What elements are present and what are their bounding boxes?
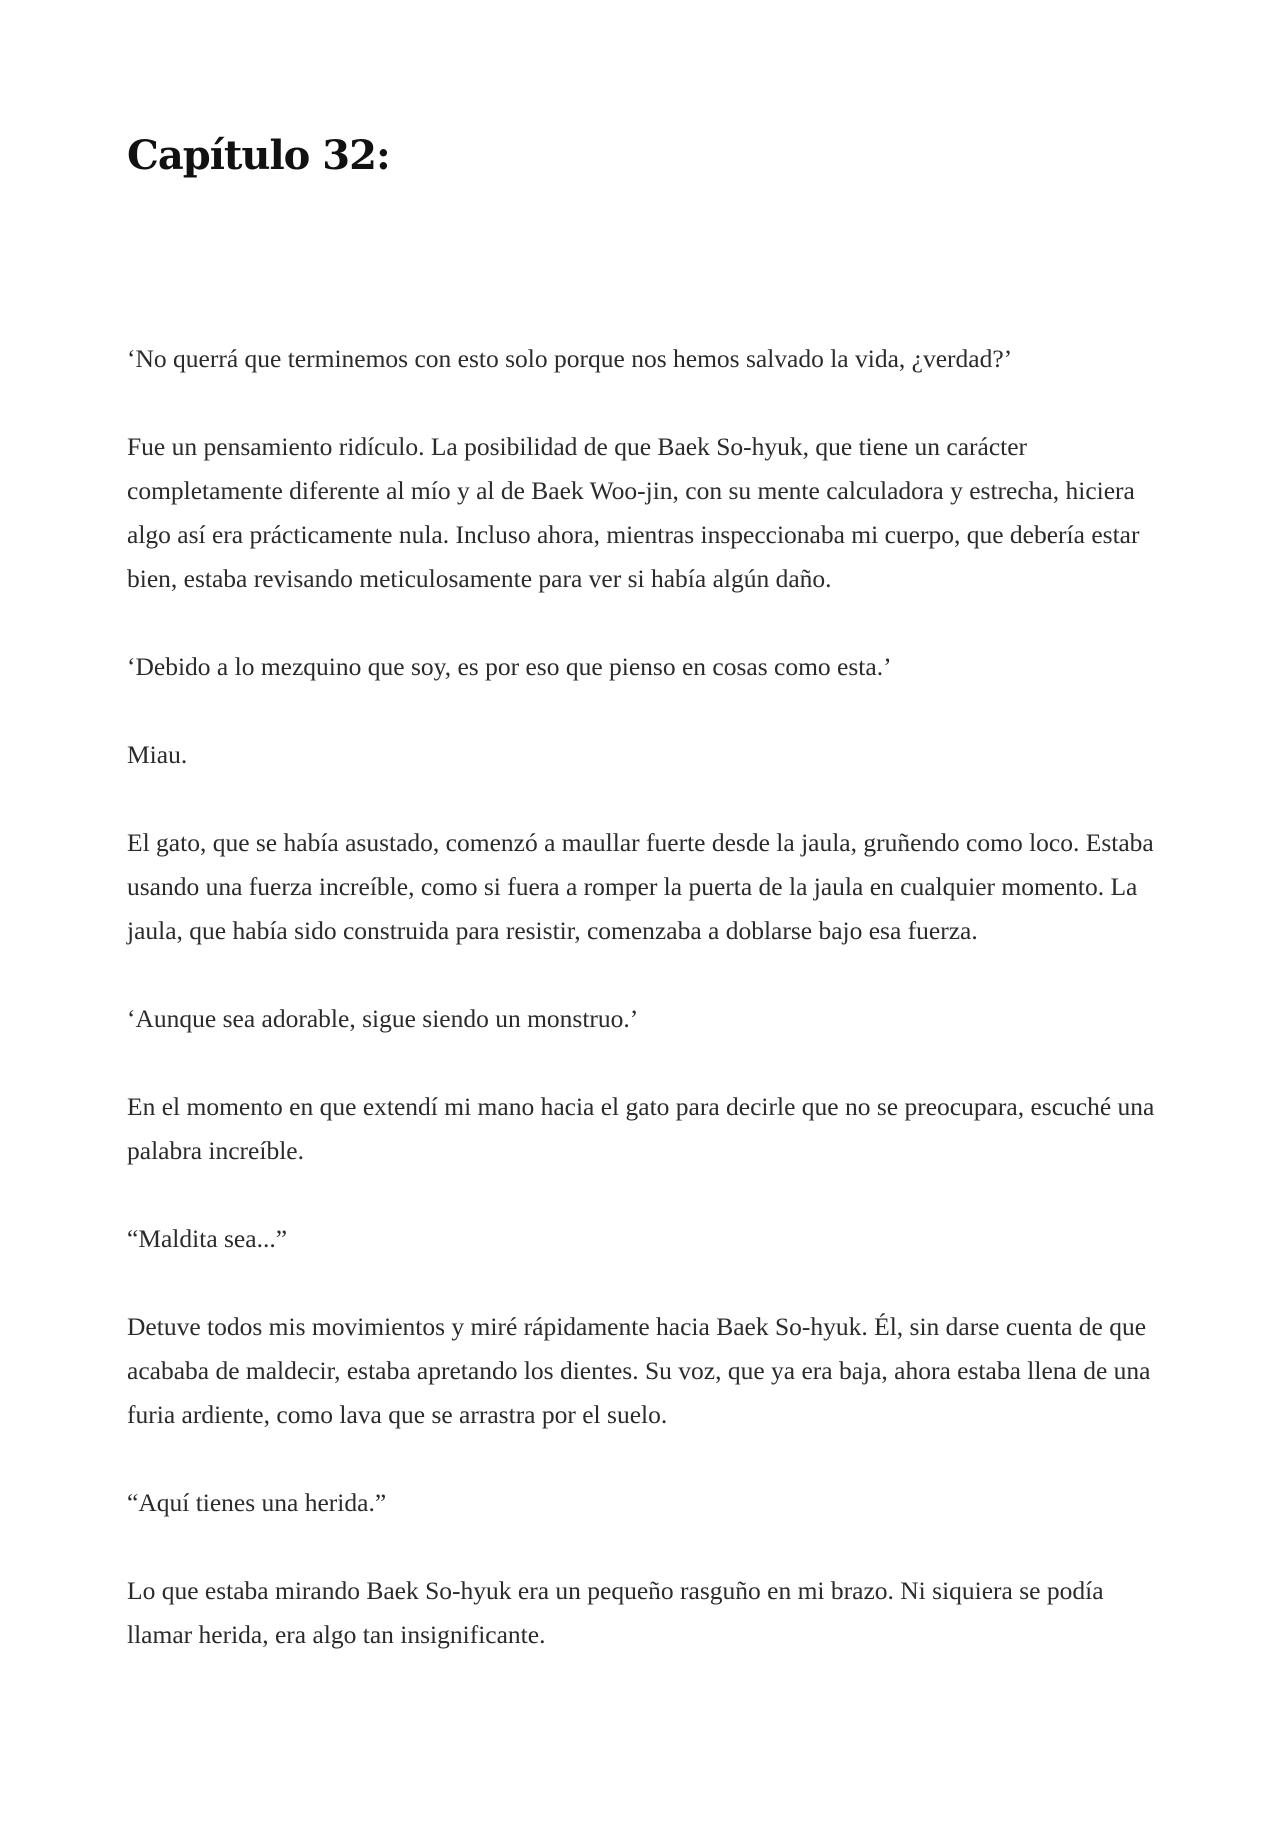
chapter-title: Capítulo 32: [127, 132, 390, 179]
paragraph: El gato, que se había asustado, comenzó a maullar fuerte desde la jaula, gruñendo como loco. Estaba usando una fuerza increíble, como si fuera a romper la puerta de la jaula en cualquier momento. La jaula, que había sido construida para resistir, comenzaba a doblarse bajo esa fuerza. [127, 828, 1154, 945]
paragraph: Lo que estaba mirando Baek So-hyuk era un pequeño rasguño en mi brazo. Ni siquiera se podía llamar herida, era algo tan insignificante. [127, 1576, 1104, 1649]
paragraph: Detuve todos mis movimientos y miré rápidamente hacia Baek So-hyuk. Él, sin darse cuenta de que acababa de maldecir, estaba apretando los dientes. Su voz, que ya era baja, ahora estaba llena de una furia ardiente, como lava que se arrastra por el suelo. [127, 1312, 1151, 1429]
paragraph: “Maldita sea...” [127, 1224, 288, 1253]
chapter-body [127, 337, 1167, 1701]
paragraph: ‘Debido a lo mezquino que soy, es por eso que pienso en cosas como esta.’ [127, 652, 892, 681]
paragraph: Miau. [127, 740, 188, 769]
paragraph: ‘No querrá que terminemos con esto solo porque nos hemos salvado la vida, ¿verdad?’ [127, 344, 1013, 373]
paragraph: “Aquí tienes una herida.” [127, 1488, 387, 1517]
paragraph: En el momento en que extendí mi mano hacia el gato para decirle que no se preocupara, escuché una palabra increíble. [127, 1092, 1155, 1165]
paragraph: Fue un pensamiento ridículo. La posibilidad de que Baek So-hyuk, que tiene un carácter completamente diferente al mío y al de Baek Woo-jin, con su mente calculadora y estrecha, hiciera algo así era prácticamente nula. Incluso ahora, mientras inspeccionaba mi cuerpo, que debería estar bien, estaba revisando meticulosamente para ver si había algún daño. [127, 432, 1140, 593]
paragraph: ‘Aunque sea adorable, sigue siendo un monstruo.’ [127, 1004, 639, 1033]
